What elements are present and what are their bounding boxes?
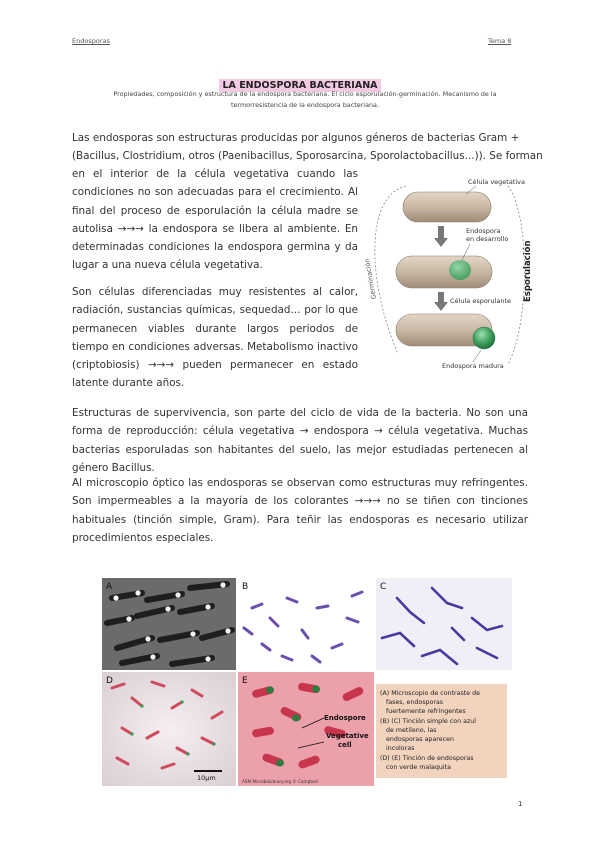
paragraph-4: Al microscopio óptico las endosporas se observan como estructuras muy refringentes. Son impermeables a la mayoría de los colorantes →→→ no se tiñen con tinciones habituales (tinción simple, Gram). Para teñir las endosporas es necesario utilizar procedimientos especiales. — [72, 477, 528, 544]
legend-line-6: endosporas aparecen — [386, 736, 454, 743]
label-developing-1: Endospora — [466, 227, 501, 235]
label-vegetative-2: cell — [338, 741, 352, 749]
developing-endospore — [449, 260, 471, 280]
legend-line-3: fuertemente refringentes — [386, 708, 466, 715]
figure-legend — [376, 684, 507, 778]
arrow-down-icon — [434, 302, 448, 311]
legend-line-5: de metileno, las — [386, 727, 437, 734]
label-germination: Germinación — [362, 257, 378, 301]
panel-a-label: A — [106, 582, 113, 592]
label-sporulation: Esporulación — [523, 240, 533, 302]
legend-line-1: (A) Microscopio de contraste de — [380, 690, 480, 697]
panel-c-label: C — [380, 582, 387, 592]
mature-endospore — [473, 327, 495, 349]
sporulation-cycle-diagram — [358, 174, 533, 374]
header-right: Tema 8 — [488, 37, 512, 45]
micrograph-figure — [102, 578, 512, 786]
label-vegetative-cell: Célula vegetativa — [468, 178, 526, 186]
panel-e-label: E — [242, 676, 248, 686]
label-developing-2: en desarrollo — [466, 235, 509, 243]
scale-bar — [194, 770, 222, 772]
paragraph-2: Son células diferenciadas muy resistentes al calor, radiación, sustancias químicas, sequedad... por lo que permanecen viables durante largos periodos de tiempo en condiciones adversas. Metabolismo inactivo (criptobiosis) →→→ pueden permanecer en estado latente durante años. — [72, 286, 358, 390]
label-mature-endospore: Endospora madura — [442, 362, 504, 370]
legend-line-2: fases, endosporas — [386, 699, 444, 706]
panel-b-methylene-blue — [242, 582, 362, 662]
legend-line-9: con verde malaquita — [386, 764, 451, 771]
panel-a-phase-contrast — [102, 578, 236, 670]
page-number: 1 — [518, 800, 523, 808]
label-endospore: Endospore — [324, 714, 366, 722]
vegetative-cell — [403, 192, 491, 222]
legend-line-8: (D) (E) Tinción de endosporas — [380, 755, 474, 762]
label-vegetative-1: Vegetative — [326, 732, 369, 740]
scale-label: 10µm — [197, 774, 216, 782]
page-title-text: LA ENDOSPORA BACTERIANA — [219, 79, 380, 92]
header-left: Endosporas — [72, 37, 110, 45]
figure-credit: ASM MicrobeLibrary.org © Campbell — [242, 779, 318, 784]
panel-d-malachite-green — [102, 672, 236, 786]
label-sporulating-cell: Célula esporulante — [450, 297, 512, 305]
developing-cell — [396, 256, 492, 288]
paragraph-1-line-1: Las endosporas son estructuras producidas por algunos géneros de bacterias Gram + — [72, 132, 520, 144]
paragraph-3: Estructuras de supervivencia, son parte del ciclo de vida de la bacteria. No son una forma de reproducción: célula vegetativa → endospora → célula vegetativa. Muchas bacterias esporuladas son habitantes del suelo, las mejor estudiadas pertenecen al género Bacillus. — [72, 407, 528, 474]
paragraph-1-rest: en el interior de la célula vegetativa cuando las condiciones no son adecuadas para el crecimiento. Al final del proceso de esporulación la célula madre se autolisa →→→ la endospora se libera al ambiente. En determinadas condiciones la endospora germina y da lugar a una nueva célula vegetativa. — [72, 168, 358, 272]
panel-e-malachite-green — [238, 672, 374, 786]
panel-c-methylene-blue-chains — [376, 578, 512, 670]
paragraph-1-line-2: (Bacillus, Clostridium, otros (Paenibacillus, Sporosarcina, Sporolactobacillus...)). Se forman — [72, 150, 543, 162]
arrow-down-icon — [438, 226, 444, 240]
legend-line-7: incoloras — [386, 745, 415, 752]
panel-d-label: D — [106, 676, 113, 686]
panel-b-label: B — [242, 582, 249, 592]
page-subtitle: Propiedades, composición y estructura de la endospora bacteriana. El ciclo esporulación-germinación. Mecanismo de la termorresistencia de la endospora bacteriana. — [113, 90, 497, 109]
arrow-down-icon — [434, 238, 448, 247]
legend-line-4: (B) (C) Tinción simple con azul — [380, 718, 476, 725]
